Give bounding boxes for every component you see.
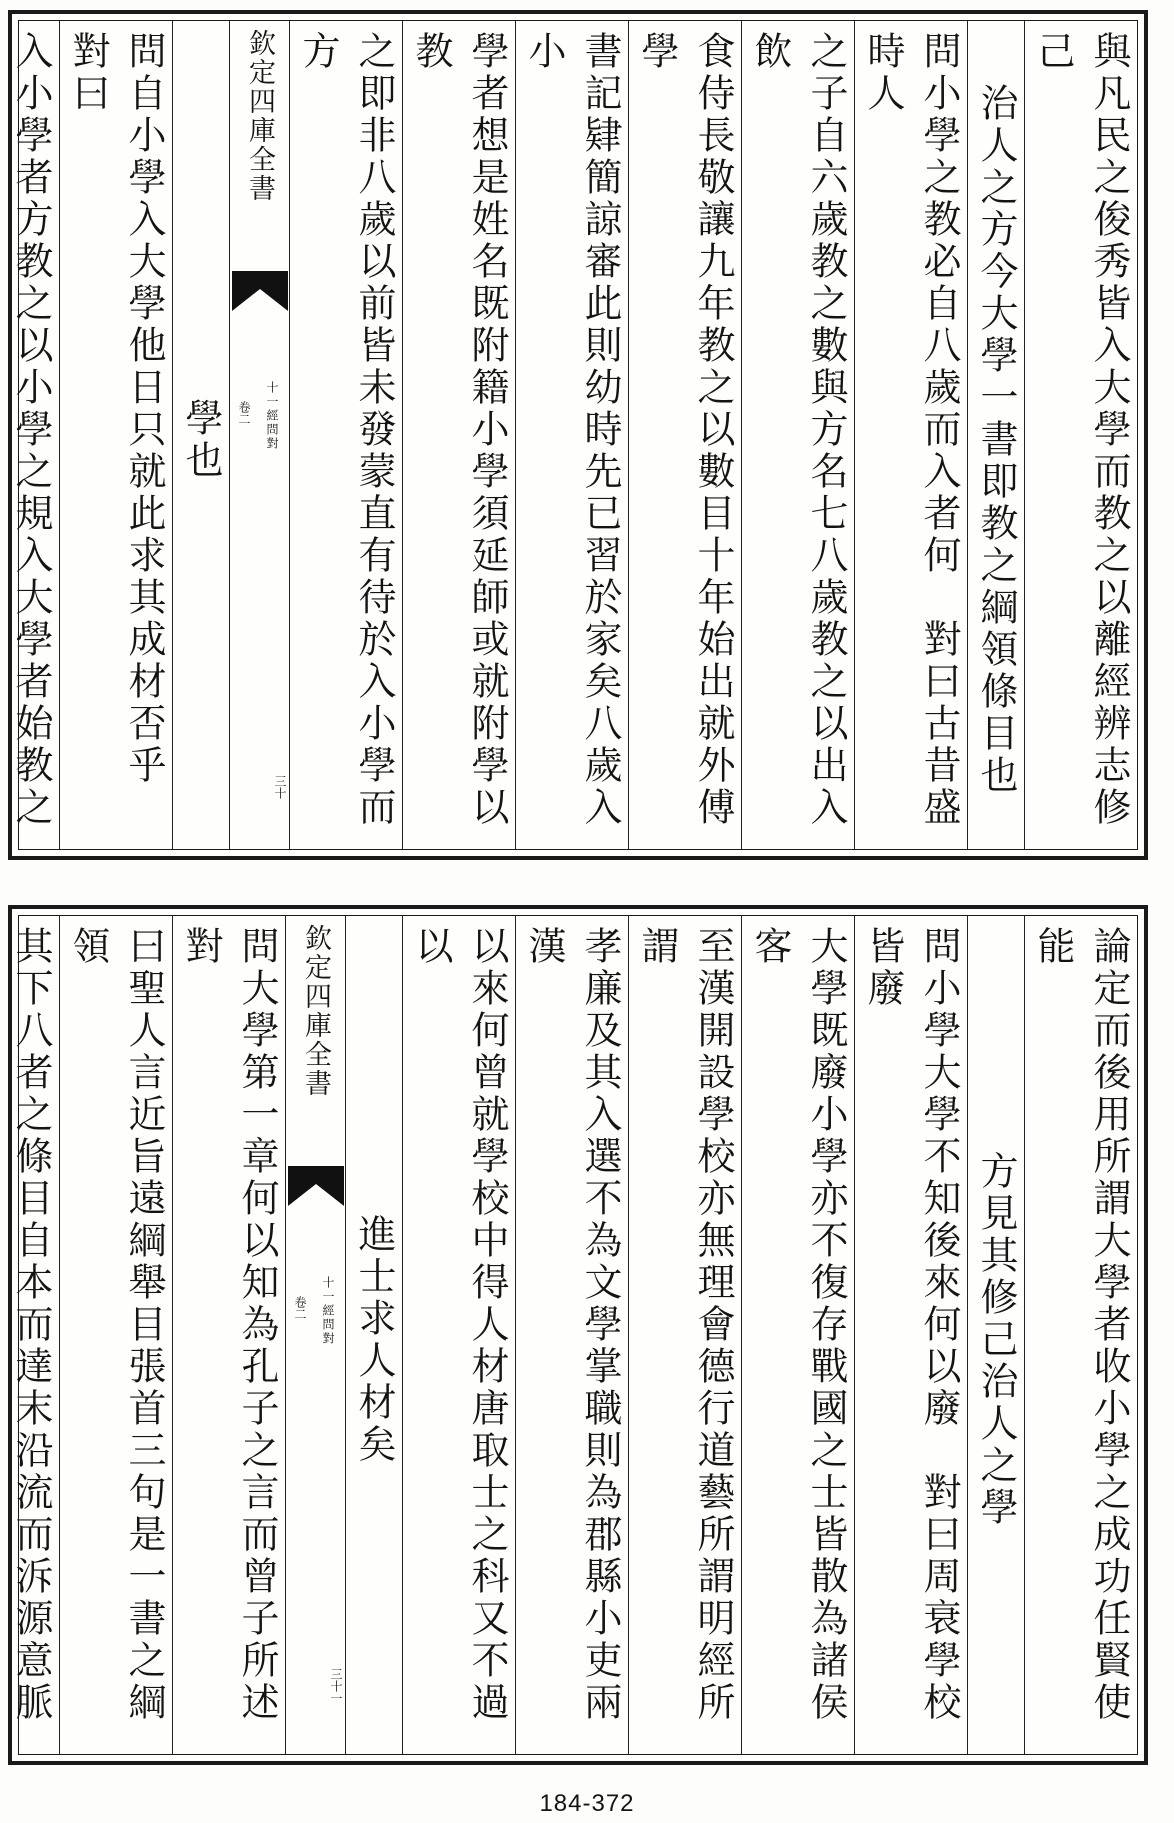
- volume-label: 卷二: [237, 401, 251, 425]
- text-column: 方見其修己治人之學: [967, 916, 1024, 1754]
- book-title: 欽定四庫全書: [244, 29, 275, 203]
- text-column: 入小學者方教之以小學之規入大學者始教之: [0, 21, 59, 849]
- text-column: 問自小學入大學他日只就此求其成材否乎 對曰: [59, 21, 172, 849]
- chapter-label: 十一經問對: [321, 1276, 335, 1346]
- text-column: 學者想是姓名既附籍小學須延師或就附學以教: [402, 21, 515, 849]
- text-column: 問小學之教必自八歲而入者何 對曰古昔盛時人: [854, 21, 967, 849]
- text-column: 學也: [172, 21, 229, 849]
- text-column: 曰聖人言近旨遠綱舉目張首三句是一書之綱領: [59, 916, 172, 1754]
- text-column: 問小學大學不知後來何以廢 對曰周衰學校皆廢: [854, 916, 967, 1754]
- book-title: 欽定四庫全書: [300, 924, 331, 1098]
- text-column: 食侍長敬讓九年教之以數目十年始出就外傅學: [628, 21, 741, 849]
- text-column: 治人之方今大學一書即教之綱領條目也: [967, 21, 1024, 849]
- text-column: 之子自六歲教之數與方名七八歲教之以出入飲: [741, 21, 854, 849]
- page-reference-number: 184-372: [539, 1790, 635, 1817]
- page-bottom-grid: [9, 915, 1138, 1766]
- text-column: 以來何曾就學校中得人材唐取士之科又不過以: [402, 916, 515, 1754]
- text-column: 與凡民之俊秀皆入大學而教之以離經辨志修己: [1024, 21, 1137, 849]
- text-column: 論定而後用所謂大學者收小學之成功任賢使能: [1024, 916, 1137, 1754]
- text-column: 進士求人材矣: [345, 916, 402, 1754]
- leaf-number: 三十: [273, 775, 287, 799]
- fish-tail-mark-icon: [232, 271, 288, 311]
- volume-label: 卷二: [293, 1296, 307, 1320]
- chapter-label: 十一經問對: [265, 381, 279, 451]
- text-column: 問大學第一章何以知為孔子之言而曾子所述 對: [172, 916, 285, 1754]
- text-column: 之即非八歲以前皆未發蒙直有待於入小學而方: [289, 21, 402, 849]
- text-column: 書記肄簡諒審此則幼時先已習於家矣八歲入小: [515, 21, 628, 849]
- fish-tail-mark-icon: [288, 1166, 344, 1206]
- text-column: 孝廉及其入選不為文學掌職則為郡縣小吏兩漢: [515, 916, 628, 1754]
- center-fold-column: [285, 916, 345, 1754]
- page-top-grid: [9, 20, 1138, 850]
- leaf-number: 三十一: [329, 1668, 343, 1704]
- center-fold-column: [229, 21, 289, 849]
- page-bottom: [8, 905, 1148, 1765]
- text-column: 大學既廢小學亦不復存戰國之士皆散為諸侯客: [741, 916, 854, 1754]
- text-column: 其下八者之條目自本而達末沿流而泝源意脈: [0, 916, 59, 1754]
- page-top: [8, 10, 1148, 860]
- text-column: 至漢開設學校亦無理會德行道藝所謂明經所謂: [628, 916, 741, 1754]
